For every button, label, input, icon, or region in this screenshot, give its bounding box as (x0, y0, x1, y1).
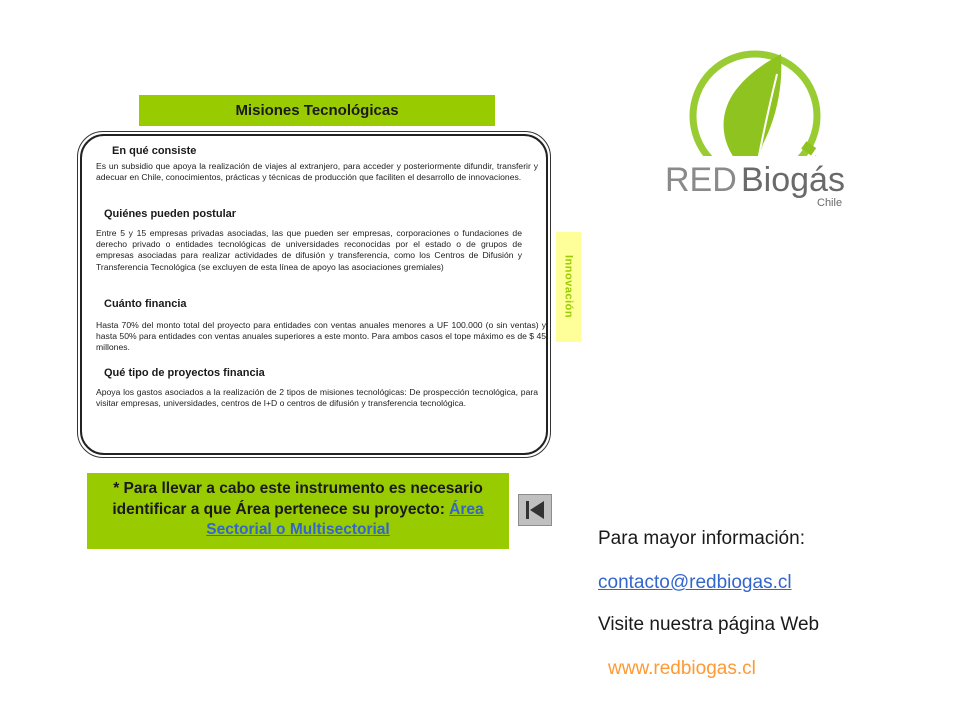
logo-biogas-text: Biogás (741, 161, 845, 199)
section-body-que-tipo-de-proyectos: Apoya los gastos asociados a la realización de 2 tipos de misiones tecnológicas: De prospección tecnológica, para visitar empresas, universidades, centros de I+D o centros de difusión y transferencia tecnológica. (96, 387, 538, 409)
section-title-en-que-consiste: En qué consiste (112, 145, 197, 157)
section-body-en-que-consiste: Es un subsidio que apoya la realización de viajes al extranjero, para acceder y posteriormente difundir, transferir y adecuar en Chile, conocimientos, prácticas y técnicas de producción que faciliten el desarrollo de innovaciones. (96, 161, 538, 183)
contact-email-link[interactable]: contacto@redbiogas.cl (598, 572, 792, 593)
area-note-text: * Para llevar a cabo este instrumento es necesario identificar a que Área pertenece su proyecto: (112, 480, 483, 518)
section-body-cuanto-financia: Hasta 70% del monto total del proyecto para entidades con ventas anuales menores a UF 100.000 (o sin ventas) y hasta 50% para entidades con ventas anuales superiores a este monto. Para ambos casos el tope máximo es de $ 45 millones. (96, 320, 547, 353)
first-slide-button[interactable] (518, 494, 552, 526)
page-title: Misiones Tecnológicas (139, 95, 495, 126)
skip-back-icon (522, 498, 548, 522)
area-sectorial-link[interactable]: Área Sectorial o Multisectorial (206, 500, 484, 538)
section-title-cuanto-financia: Cuánto financia (104, 298, 187, 310)
redbiogas-logo (655, 44, 855, 224)
innovacion-label: Innovación (562, 255, 575, 319)
area-note-box (87, 473, 509, 549)
logo-red-text: RED (665, 161, 737, 199)
website-label: Visite nuestra página Web (598, 614, 820, 635)
logo-chile-text: Chile (817, 197, 843, 209)
section-body-quienes-pueden-postular: Entre 5 y 15 empresas privadas asociadas, las que pueden ser empresas, corporaciones o fundaciones de derecho privado o entidades tecnológicas de universidades reconocidas por el estado o de grupos de empresas asociadas para realizar actividades de difusión y transferencia, como los Centros de Difusión y Transferencia Tecnológica (se excluyen de esta línea de apoyo las asociaciones gremiales) (96, 228, 522, 272)
contact-heading: Para mayor información: (598, 528, 805, 549)
section-title-que-tipo-de-proyectos: Qué tipo de proyectos financia (104, 367, 265, 379)
innovacion-side-tab (556, 232, 581, 342)
website-url[interactable]: www.redbiogas.cl (608, 658, 756, 679)
section-title-quienes-pueden-postular: Quiénes pueden postular (104, 208, 237, 220)
